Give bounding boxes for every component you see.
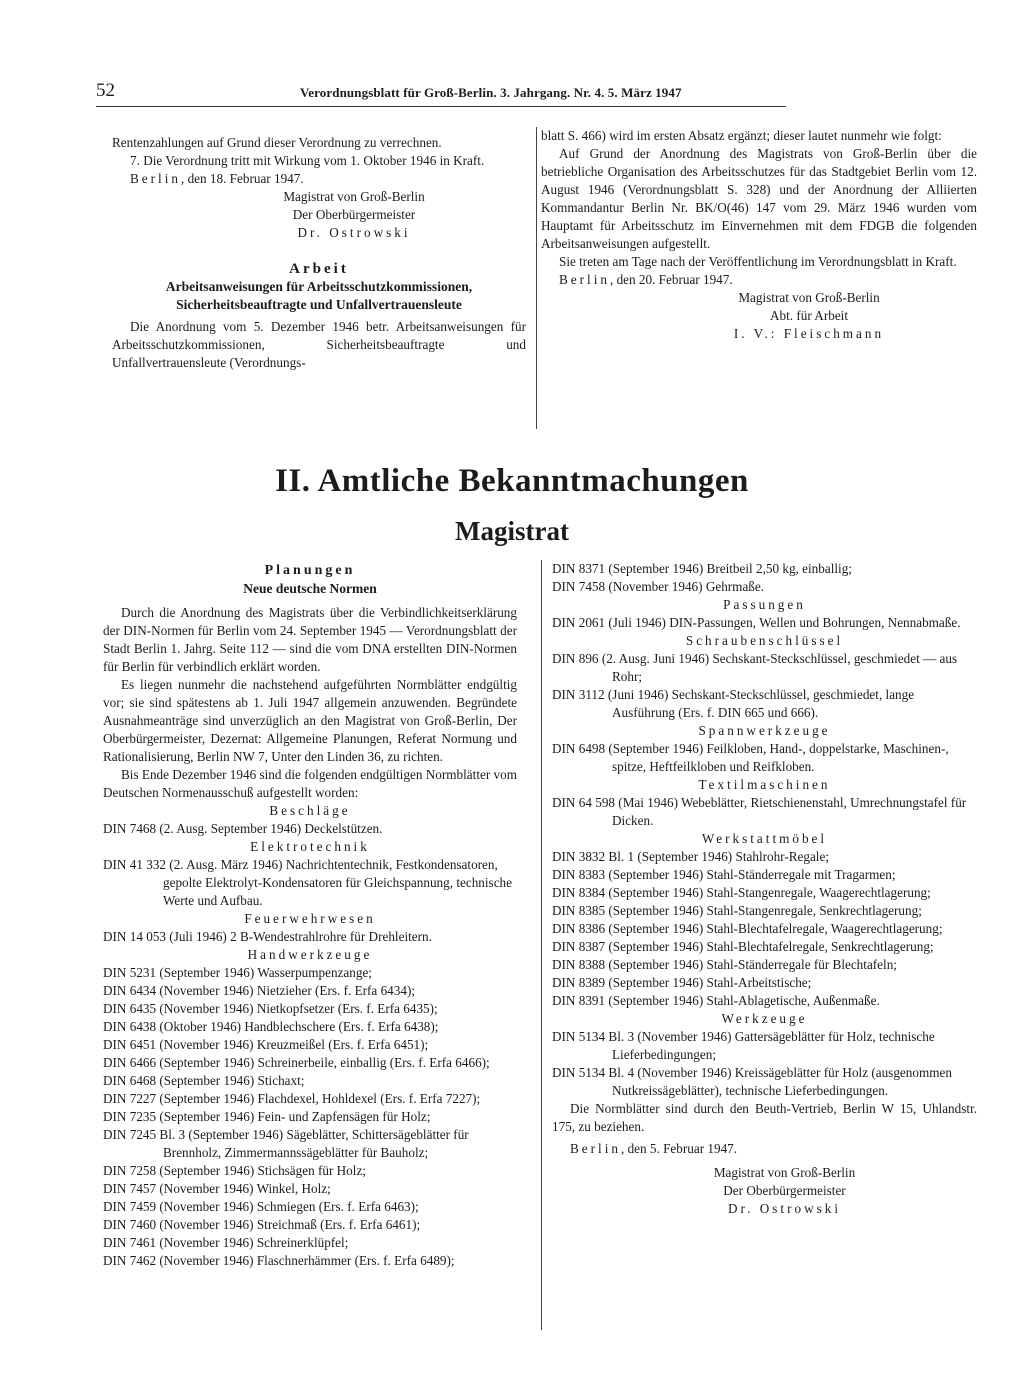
bottom-left-column [103,562,517,1270]
norm-entry: DIN 8388 (September 1946) Stahl-Ständerregale für Blechtafeln; [552,957,897,972]
date-line [552,1140,977,1158]
norm-list [552,560,977,596]
norm-entry: DIN 6498 (September 1946) Feilkloben, Hand-, doppelstarke, Maschinen-, spitze, Heftfeilkloben und Reifkloben. [552,741,949,774]
group-heading: Schraubenschlüssel [685,633,844,648]
paragraph: Durch die Anordnung des Magistrats über die Verbindlichkeitserklärung der DIN-Normen für Berlin vom 24. September 1945 — Verordnungsblatt der Stadt Berlin 1. Jahrg. Seite 112 — sind die vom DNA erstellten DIN-Normen für Berlin für verbindlich erklärt worden. [103,605,517,674]
signature-name: I. V.: Fleischmann [733,326,885,341]
place: Berlin [130,171,181,186]
signature-line: Der Oberbürgermeister [723,1183,846,1198]
norm-entry: DIN 64 598 (Mai 1946) Webeblätter, Rietschienenstahl, Umrechnungstafel für Dicken. [552,795,967,828]
group-heading: Passungen [723,597,806,612]
article-heading: Neue deutsche Normen [243,581,377,596]
signature-line: Magistrat von Groß-Berlin [713,1165,856,1180]
top-left-column [112,134,526,372]
norm-entry: DIN 7235 (September 1946) Fein- und Zapfensägen für Holz; [103,1109,431,1124]
norm-groups [552,596,977,1100]
paragraph: Sie treten am Tage nach der Veröffentlichung im Verordnungsblatt in Kraft. [559,254,957,269]
norm-entry: DIN 7227 (September 1946) Flachdexel, Hohldexel (Ers. f. Erfa 7227); [103,1091,481,1106]
norm-entry: DIN 8389 (September 1946) Stahl-Arbeitstische; [552,975,812,990]
norm-entry: DIN 7461 (November 1946) Schreinerklüpfel; [103,1235,349,1250]
paragraph: 7. Die Verordnung tritt mit Wirkung vom 1. Oktober 1946 in Kraft. [130,153,485,168]
norm-entry: DIN 7457 (November 1946) Winkel, Holz; [103,1181,331,1196]
norm-entry: DIN 8371 (September 1946) Breitbeil 2,50 kg, einballig; [552,561,852,576]
norm-entry: DIN 7458 (November 1946) Gehrmaße. [552,579,765,594]
norm-entry: DIN 6434 (November 1946) Nietzieher (Ers. f. Erfa 6434); [103,983,415,998]
column-divider [536,127,537,429]
norm-entry: DIN 8387 (September 1946) Stahl-Blechtafelregale, Senkrechtlagerung; [552,939,934,954]
paragraph: Rentenzahlungen auf Grund dieser Verordnung zu verrechnen. [112,135,442,150]
norm-entry: DIN 3112 (Juni 1946) Sechskant-Steckschlüssel, geschmiedet, lange Ausführung (Ers. f. DIN 665 und 666). [552,687,915,720]
norm-entry: DIN 6466 (September 1946) Schreinerbeile, einballig (Ers. f. Erfa 6466); [103,1055,490,1070]
date-line [112,170,526,188]
group-heading: Feuerwehrwesen [244,911,376,926]
date: , den 20. Februar 1947. [609,272,733,287]
running-title: Verordnungsblatt für Groß-Berlin. 3. Jahrgang. Nr. 4. 5. März 1947 [300,85,682,100]
paragraph: Die Normblätter sind durch den Beuth-Vertrieb, Berlin W 15, Uhlandstr. 175, zu beziehen. [552,1101,977,1134]
norm-entry: DIN 8386 (September 1946) Stahl-Blechtafelregale, Waagerechtlagerung; [552,921,943,936]
paragraph: blatt S. 466) wird im ersten Absatz ergänzt; dieser lautet nunmehr wie folgt: [541,128,942,143]
norm-entry: DIN 8384 (September 1946) Stahl-Stangenregale, Waagerechtlagerung; [552,885,931,900]
bottom-right-column [552,560,977,1218]
norm-entry: DIN 6451 (November 1946) Kreuzmeißel (Ers. f. Erfa 6451); [103,1037,429,1052]
norm-entry: DIN 896 (2. Ausg. Juni 1946) Sechskant-Steckschlüssel, geschmiedet — aus Rohr; [552,651,958,684]
norm-entry: DIN 6438 (Oktober 1946) Handblechschere (Ers. f. Erfa 6438); [103,1019,439,1034]
paragraph: Die Anordnung vom 5. Dezember 1946 betr. Arbeitsanweisungen für Arbeitsschutzkommissionen, Sicherheitsbeauftragte und Unfallvertrauensleute (Verordnungs- [112,319,526,370]
group-heading: Handwerkzeuge [247,947,373,962]
norm-entry: DIN 5134 Bl. 4 (November 1946) Kreissägeblätter für Holz (ausgenommen Nutkreissägeblätter), technische Lieferbedingungen. [552,1065,952,1098]
signature-line: Magistrat von Groß-Berlin [283,189,425,204]
norm-entry: DIN 7460 (November 1946) Streichmaß (Ers. f. Erfa 6461); [103,1217,421,1232]
norm-entry: DIN 7468 (2. Ausg. September 1946) Deckelstützen. [103,821,383,836]
date: , den 18. Februar 1947. [180,171,304,186]
group-heading: Beschläge [269,803,351,818]
signature-line: Abt. für Arbeit [769,308,848,323]
page-header [96,80,786,107]
group-heading: Elektrotechnik [250,839,370,854]
norm-entry: DIN 8391 (September 1946) Stahl-Ablagetische, Außenmaße. [552,993,880,1008]
group-heading: Werkstattmöbel [701,831,828,846]
article-heading: Arbeitsanweisungen für Arbeitsschutzkommissionen, Sicherheitsbeauftragte und Unfallvertrauensleute [165,279,473,312]
norm-entry: DIN 5134 Bl. 3 (November 1946) Gattersägeblätter für Holz, technische Lieferbedingungen; [552,1029,935,1062]
norm-entry: DIN 8385 (September 1946) Stahl-Stangenregale, Senkrechtlagerung; [552,903,922,918]
norm-entry: DIN 41 332 (2. Ausg. März 1946) Nachrichtentechnik, Festkondensatoren, gepolte Elektrolyt-Kondensatoren für Gleichspannung, technische Werte und Aufbau. [103,857,512,908]
date-line [541,271,977,289]
norm-entry: DIN 7258 (September 1946) Stichsägen für Holz; [103,1163,366,1178]
norm-entry: DIN 3832 Bl. 1 (September 1946) Stahlrohr-Regale; [552,849,829,864]
place: Berlin [559,272,610,287]
norm-entry: DIN 14 053 (Juli 1946) 2 B-Wendestrahlrohre für Drehleitern. [103,929,432,944]
norm-entry: DIN 7459 (November 1946) Schmiegen (Ers. f. Erfa 6463); [103,1199,419,1214]
norm-entry: DIN 8383 (September 1946) Stahl-Ständerregale mit Tragarmen; [552,867,896,882]
norm-entry: DIN 6435 (November 1946) Nietkopfsetzer (Ers. f. Erfa 6435); [103,1001,438,1016]
section-heading: Arbeit [289,261,349,277]
norm-entry: DIN 6468 (September 1946) Stichaxt; [103,1073,305,1088]
place: Berlin [570,1141,621,1156]
norm-entry: DIN 2061 (Juli 1946) DIN-Passungen, Wellen und Bohrungen, Nennabmaße. [552,615,961,630]
norm-groups [103,802,517,1270]
norm-entry: DIN 7462 (November 1946) Flaschnerhämmer (Ers. f. Erfa 6489); [103,1253,455,1268]
signature-line: Magistrat von Groß-Berlin [738,290,880,305]
signature-line: Der Oberbürgermeister [292,207,416,222]
column-divider [541,560,542,1330]
norm-entry: DIN 7245 Bl. 3 (September 1946) Sägeblätter, Schittersägeblätter für Brennholz, Zimmermannssägeblätter für Bauholz; [103,1127,469,1160]
main-title: II. Amtliche Bekanntmachungen [275,463,749,499]
sub-title: Magistrat [455,516,569,546]
page-number: 52 [96,80,115,101]
paragraph: Bis Ende Dezember 1946 sind die folgenden endgültigen Normblätter vom Deutschen Normenausschuß aufgestellt worden: [103,767,517,800]
group-heading: Werkzeuge [721,1011,808,1026]
signature-name: Dr. Ostrowski [297,225,411,240]
norm-entry: DIN 5231 (September 1946) Wasserpumpenzange; [103,965,372,980]
date: , den 5. Februar 1947. [620,1141,738,1156]
group-heading: Textilmaschinen [698,777,831,792]
paragraph: Auf Grund der Anordnung des Magistrats von Groß-Berlin über die betriebliche Organisation des Arbeitsschutzes für das Stadtgebiet Berlin vom 12. August 1946 (Verordnungsblatt S. 328) und der Anordnung der Alliierten Kommandantur Berlin Nr. BK/O(46) 147 vom 29. März 1946 wurden vom Hauptamt für Arbeitsschutz im Einvernehmen mit dem FDGB die folgenden Arbeitsanweisungen aufgestellt. [541,146,977,251]
signature-name: Dr. Ostrowski [728,1201,841,1216]
paragraph: Es liegen nunmehr die nachstehend aufgeführten Normblätter endgültig vor; sie sind spätestens ab 1. Juli 1947 allgemein anzuwenden. Begründete Ausnahmeanträge sind unverzüglich an den Magistrat von Groß-Berlin, Der Oberbürgermeister, Dezernat: Allgemeine Planungen, Referat Normung und Rationalisierung, Berlin NW 7, Unter den Linden 36, zu richten. [103,677,517,764]
section-heading: Planungen [264,563,356,578]
top-right-column [541,127,977,343]
group-heading: Spannwerkzeuge [698,723,831,738]
